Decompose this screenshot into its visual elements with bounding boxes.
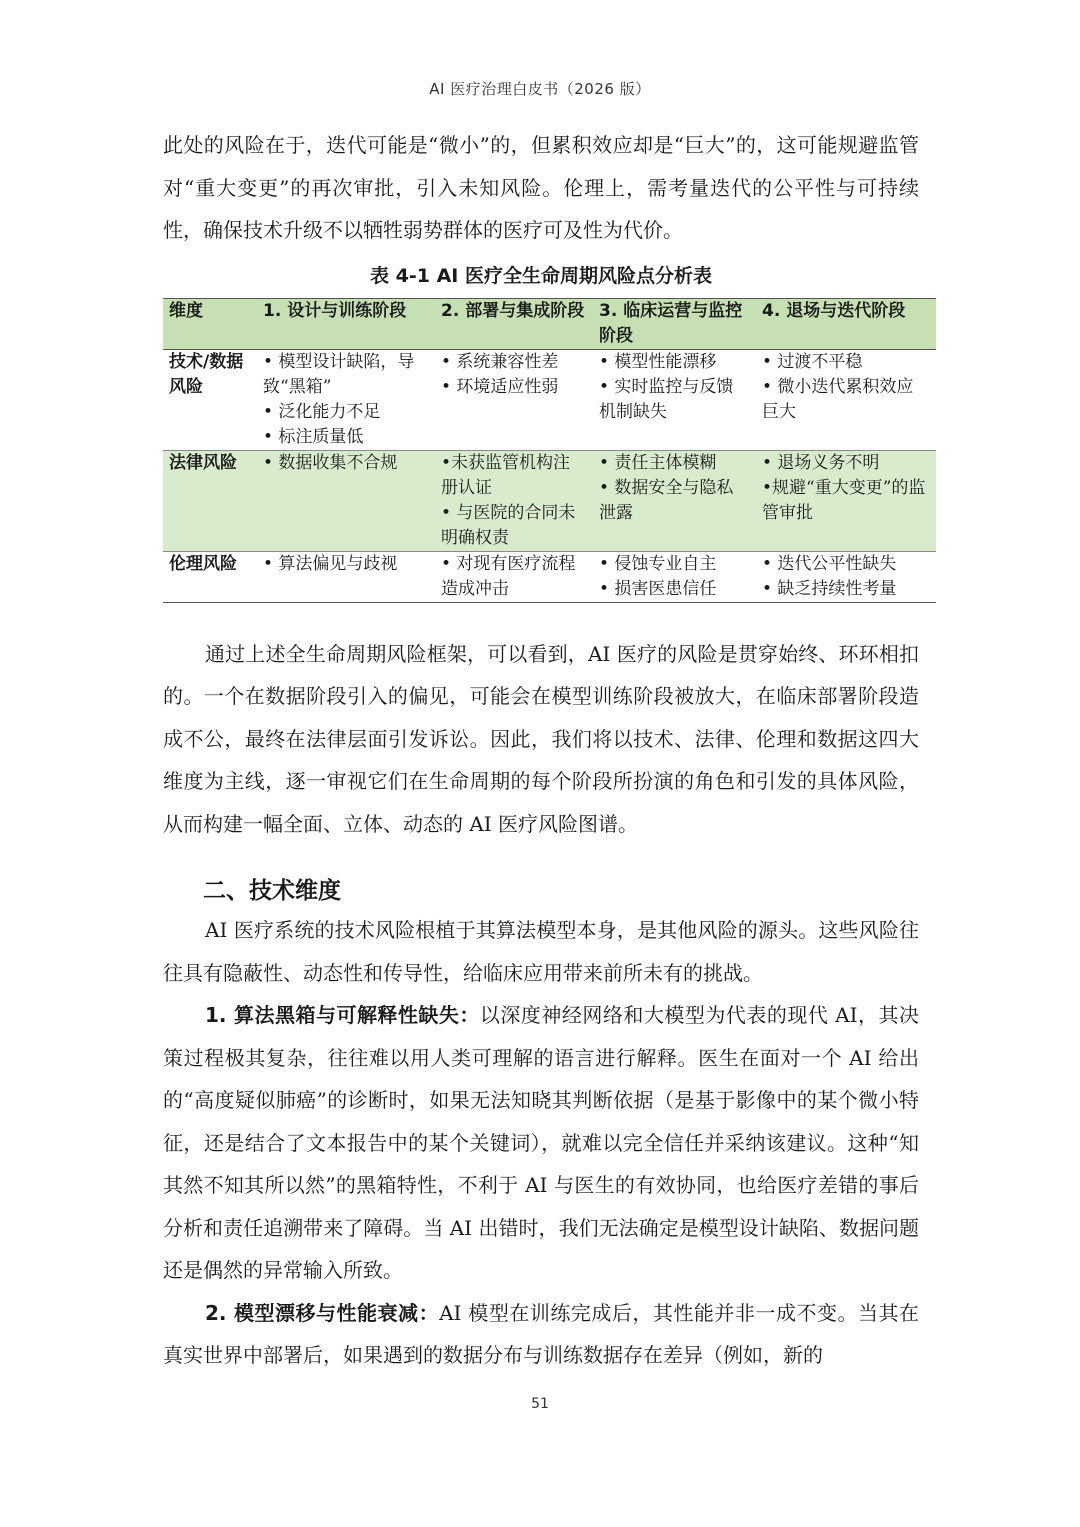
cell-item: • 实时监控与反馈机制缺失 <box>599 376 734 422</box>
table-cell <box>435 349 593 450</box>
table-cell <box>593 450 756 551</box>
table-cell <box>435 551 593 602</box>
cell-item: • 退场义务不明 <box>762 452 880 473</box>
section-title: 二、技术维度 <box>203 878 341 904</box>
row-dimension: 法律风险 <box>163 450 257 551</box>
cell-item: • 微小迭代累积效应巨大 <box>762 376 914 422</box>
row-dimension: 伦理风险 <box>163 551 257 602</box>
item-text: AI 模型在训练完成后，其性能并非一成不变。当其在真实世界中部署后，如果遇到的数据分布与训练数据存在差异（例如，新的 <box>163 1300 920 1367</box>
cell-item: • 模型设计缺陷，导致“黑箱” <box>263 351 415 397</box>
table-cell <box>257 450 435 551</box>
table-row-legal <box>163 450 936 551</box>
header-stage-3: 3. 临床运营与监控阶段 <box>593 298 756 349</box>
item-lead: 1. 算法黑箱与可解释性缺失： <box>205 1003 480 1027</box>
table-header-row <box>163 298 936 349</box>
table-row-technical <box>163 349 936 450</box>
table-cell <box>257 551 435 602</box>
cell-item: • 系统兼容性差 <box>441 351 559 372</box>
header-stage-4: 4. 退场与迭代阶段 <box>756 298 936 349</box>
page-number: 51 <box>531 1396 549 1412</box>
section-item-2 <box>163 1292 919 1377</box>
header-stage-1: 1. 设计与训练阶段 <box>257 298 435 349</box>
table-cell <box>756 551 936 602</box>
table-caption: 表 4-1 AI 医疗全生命周期风险点分析表 <box>370 264 712 287</box>
cell-item: • 模型性能漂移 <box>599 351 717 372</box>
cell-item: • 泛化能力不足 <box>263 401 381 422</box>
cell-item: • 迭代公平性缺失 <box>762 553 897 574</box>
cell-item: • 与医院的合同未明确权责 <box>441 502 576 548</box>
cell-item: • 算法偏见与歧视 <box>263 553 398 574</box>
running-header: AI 医疗治理白皮书（2026 版） <box>429 80 651 98</box>
risk-analysis-table <box>163 298 936 603</box>
table-row-ethical <box>163 551 936 602</box>
section-intro: AI 医疗系统的技术风险根植于其算法模型本身，是其他风险的源头。这些风险往往具有隐蔽性、动态性和传导性，给临床应用带来前所未有的挑战。 <box>163 918 919 985</box>
table-cell <box>756 450 936 551</box>
cell-item: • 标注质量低 <box>263 426 364 447</box>
cell-item: • 数据安全与隐私泄露 <box>599 477 734 523</box>
table-cell <box>756 349 936 450</box>
item-lead: 2. 模型漂移与性能衰减： <box>205 1300 440 1325</box>
table-cell <box>435 450 593 551</box>
cell-item: • 侵蚀专业自主 <box>599 553 717 574</box>
row-dimension: 技术/数据风险 <box>163 349 257 450</box>
paragraph-after-table: 通过上述全生命周期风险框架，可以看到，AI 医疗的风险是贯穿始终、环环相扣的。一个在数据阶段引入的偏见，可能会在模型训练阶段被放大，在临床部署阶段造成不公，最终在法律层面引发诉讼。因此，我们将以技术、法律、伦理和数据这四大维度为主线，逐一审视它们在生命周期的每个阶段所扮演的角色和引发的具体风险，从而构建一幅全面、立体、动态的 AI 医疗风险图谱。 <box>163 641 919 836</box>
cell-item: • 数据收集不合规 <box>263 452 398 473</box>
cell-item: •规避“重大变更”的监管审批 <box>762 477 926 523</box>
table-cell <box>593 551 756 602</box>
header-stage-2: 2. 部署与集成阶段 <box>435 298 593 349</box>
section-item-1 <box>163 994 919 1292</box>
cell-item: • 责任主体模糊 <box>599 452 717 473</box>
header-dimension: 维度 <box>163 298 257 349</box>
cell-item: • 缺乏持续性考量 <box>762 578 897 599</box>
page-content <box>163 124 926 1377</box>
cell-item: • 环境适应性弱 <box>441 376 559 397</box>
cell-item: • 损害医患信任 <box>599 578 717 599</box>
cell-item: • 过渡不平稳 <box>762 351 863 372</box>
item-text: 以深度神经网络和大模型为代表的现代 AI，其决策过程极其复杂，往往难以用人类可理解的语言进行解释。医生在面对一个 AI 给出的“高度疑似肺癌”的诊断时，如果无法知晓其判断依据（是基于影像中的某个微小特征，还是结合了文本报告中的某个关键词），就难以完全信任并采纳该建议。这种“知其然不知其所以然”的黑箱特性，不利于 AI 与医生的有效协同，也给医疗差错的事后分析和责任追溯带来了障碍。当 AI 出错时，我们无法确定是模型设计缺陷、数据问题还是偶然的异常输入所致。 <box>163 1003 919 1282</box>
cell-item: • 对现有医疗流程造成冲击 <box>441 553 576 599</box>
cell-item: •未获监管机构注册认证 <box>441 452 571 498</box>
intro-paragraph: 此处的风险在于，迭代可能是“微小”的，但累积效应却是“巨大”的，这可能规避监管对“重大变更”的再次审批，引入未知风险。伦理上，需考量迭代的公平性与可持续性，确保技术升级不以牺牲弱势群体的医疗可及性为代价。 <box>163 133 919 242</box>
table-cell <box>257 349 435 450</box>
table-cell <box>593 349 756 450</box>
